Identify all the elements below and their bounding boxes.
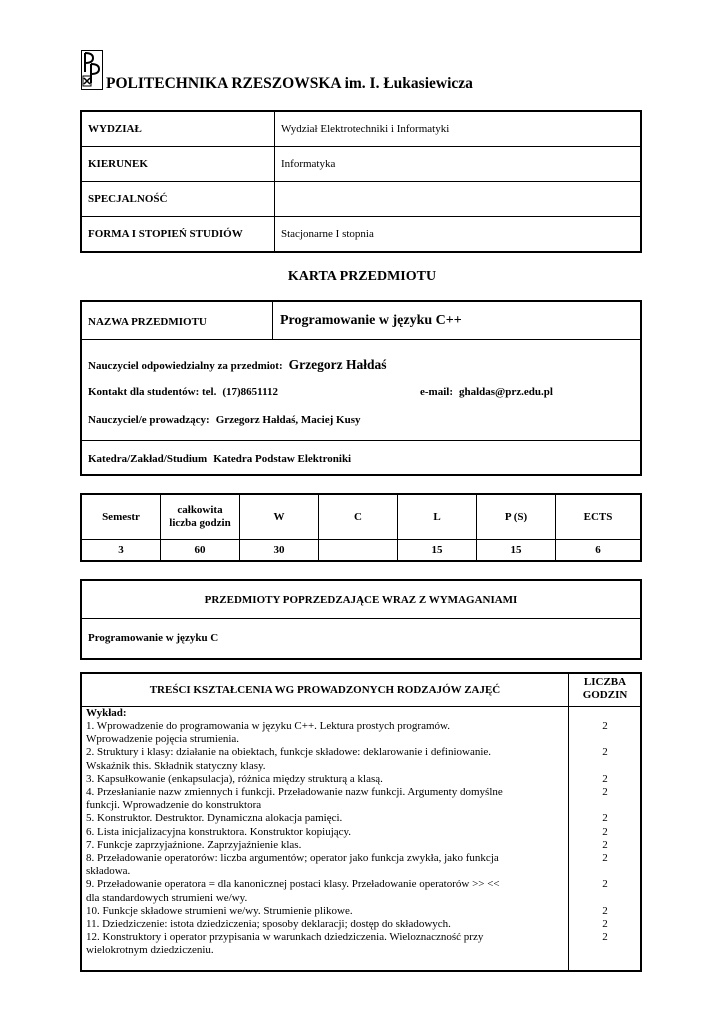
hours-header: C [319,494,398,540]
hours-header: Semestr [81,494,161,540]
lecture-topic-line: Wskaźnik this. Składnik statyczny klasy. [86,759,266,772]
hours-value-row [81,540,641,562]
prerequisites-title: PRZEDMIOTY POPRZEDZAJĄCE WRAZ Z WYMAGANIAMI [204,594,518,606]
info-row-specialty [81,182,641,217]
content-box [80,672,642,972]
lecture-topic-line: 6. Lista inicjalizacyjna konstruktora. Konstruktor kopiujący. [86,825,352,838]
department-value: Katedra Podstaw Elektroniki [213,453,352,465]
lecture-topic-line: 9. Przeładowanie operatora = dla kanonicznej postaci klasy. Przeładowanie operatorów >> << [86,878,500,891]
lecture-topic-line: składowa. [86,865,131,878]
lecture-topic-line: 8. Przeładowanie operatorów: liczba argumentów; operator jako funkcja zwykła, jako funkcja [86,852,499,865]
subject-name-value: Programowanie w języku C++ [280,313,462,328]
lecture-topic-line: 2. Struktury i klasy: działanie na obiektach, funkcje składowe: deklarowanie i definiowanie. [86,746,492,759]
lecture-hours-list [569,720,641,957]
lecture-topic [86,918,566,931]
lecturers-value: Grzegorz Hałdaś, Maciej Kusy [215,414,361,426]
hours-value: 3 [81,540,161,562]
lecture-topic [86,826,566,839]
lecture-topic-line: wielokrotnym dziedziczeniu. [86,944,214,957]
contact-label: Kontakt dla studentów: tel. [88,386,217,398]
lecture-topic-line: 12. Konstruktory i operator przypisania w warunkach dziedziczenia. Wieloznaczność przy [86,931,484,944]
hours-header: L [398,494,477,540]
prerequisites-box [80,579,642,660]
hours-value [319,540,398,562]
lecture-topic-hours: 2 [602,851,608,864]
lecturers-label: Nauczyciel/e prowadzący: [88,414,210,426]
lecture-topic [86,839,566,852]
info-label: KIERUNEK [81,147,275,182]
prerequisites-value: Programowanie w języku C [88,632,219,644]
hours-value: 60 [161,540,240,562]
info-label: FORMA I STOPIEŃ STUDIÓW [81,217,275,253]
lecture-topic-line: 7. Funkcje zaprzyjaźnione. Zaprzyjaźnienie klas. [86,838,302,851]
faculty-info-table [80,110,642,253]
lecture-topic-line: Wprowadzenie pojęcia strumienia. [86,733,240,746]
lecture-topic [86,746,566,772]
lecture-topic-line: funkcji. Wprowadzenie do konstruktora [86,799,262,812]
lecture-topic [86,720,566,746]
hours-header: P (S) [477,494,556,540]
lecture-topic [86,773,566,786]
university-name: POLITECHNIKA RZESZOWSKA im. I. Łukasiewicza [106,75,473,92]
lecture-topics-list [86,720,566,958]
lecture-topic-hours: 2 [602,917,608,930]
lecture-topic [86,905,566,918]
info-value: Stacjonarne I stopnia [275,217,642,253]
email-label: e-mail: [420,386,453,398]
lecture-topic-line: 4. Przesłanianie nazw zmiennych i funkcji. Przeładowanie nazw funkcji. Argumenty domyślne [86,786,503,799]
content-hours-header: LICZBA GODZIN [582,676,628,701]
lecture-topic [86,878,566,904]
teacher-value: Grzegorz Hałdaś [288,357,387,372]
lecture-label: Wykład: [86,707,127,719]
hours-value: 15 [398,540,477,562]
university-logo [81,50,103,90]
email-value: ghaldas@prz.edu.pl [458,386,553,398]
lecture-topic-line: 10. Funkcje składowe strumieni we/wy. Strumienie plikowe. [86,904,353,917]
lecture-topic-hours: 2 [602,746,608,759]
hours-header: całkowita liczba godzin [161,494,240,540]
hours-header: W [240,494,319,540]
hours-value: 6 [556,540,642,562]
lecture-topic-hours: 2 [602,825,608,838]
subject-name-label: NAZWA PRZEDMIOTU [88,316,207,328]
lecture-topic [86,786,566,812]
hours-value: 15 [477,540,556,562]
lecture-topic-hours: 2 [602,772,608,785]
lecture-topic-line: 1. Wprowadzenie do programowania w języku C++. Lektura prostych programów. [86,720,450,732]
lecture-topic-line: dla standardowych strumieni we/wy. [86,891,248,904]
lecture-topic-hours: 2 [602,878,608,891]
info-row-field [81,147,641,182]
info-label: SPECJALNOŚĆ [81,182,275,217]
lecture-topic-hours: 2 [602,812,608,825]
info-row-study-form [81,217,641,253]
lecture-topic-hours: 2 [602,720,608,732]
content-title: TREŚCI KSZTAŁCENIA WG PROWADZONYCH RODZAJÓW ZAJĘĆ [149,684,501,696]
info-value [275,182,642,217]
lecture-topic-hours: 2 [602,785,608,798]
lecture-topic-line: 3. Kapsułkowanie (enkapsulacja), różnica między strukturą a klasą. [86,772,383,785]
hours-table [80,493,642,562]
lecture-topic-hours: 2 [602,931,608,944]
hours-value: 30 [240,540,319,562]
hours-header: ECTS [556,494,642,540]
info-label: WYDZIAŁ [81,111,275,147]
lecture-topic-line: 5. Konstruktor. Destruktor. Dynamiczna alokacja pamięci. [86,812,343,825]
lecture-topic-line: 11. Dziedziczenie: istota dziedziczenia; sposoby deklaracji; dostęp do składowych. [86,918,451,931]
info-value: Informatyka [275,147,642,182]
teacher-label: Nauczyciel odpowiedzialny za przedmiot: [88,360,283,372]
lecture-topic [86,852,566,878]
department-label: Katedra/Zakład/Studium [88,453,208,465]
lecture-topic [86,812,566,825]
contact-phone: (17)8651112 [222,386,278,398]
lecture-topic-hours: 2 [602,838,608,851]
lecture-topic-hours: 2 [602,904,608,917]
hours-header-row [81,494,641,540]
lecture-topic [86,931,566,957]
card-title: KARTA PRZEDMIOTU [287,269,437,284]
subject-box [80,300,642,476]
info-row-faculty [81,111,641,147]
info-value: Wydział Elektrotechniki i Informatyki [275,111,642,147]
